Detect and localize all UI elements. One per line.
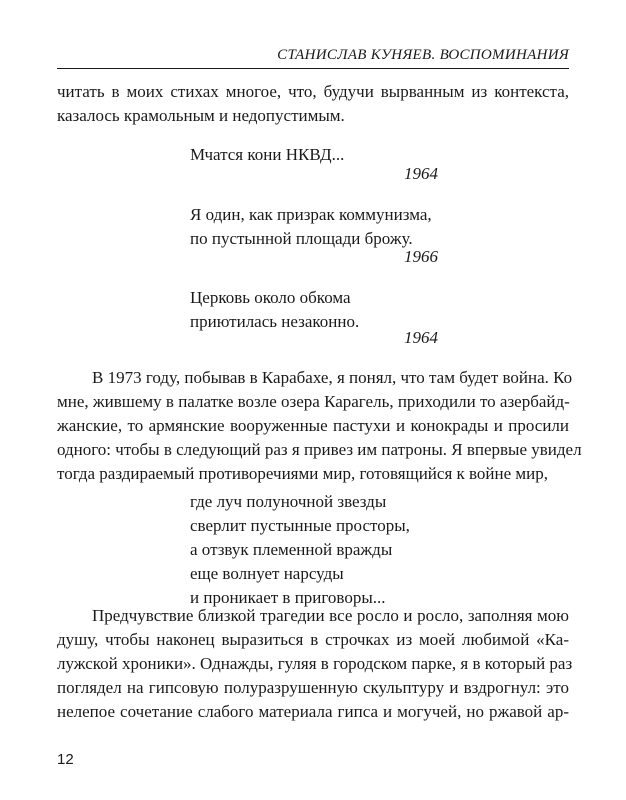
page-number: 12 <box>57 751 74 768</box>
paragraph-2 <box>57 366 582 486</box>
text-line: одного: чтобы в следующий раз я привез им патроны. Я впервые увидел <box>57 440 582 459</box>
text-line: мне, жившему в палатке возле озера Карагель, приходили то азербайд- <box>57 392 570 411</box>
text-line: душу, чтобы наконец выразиться в строчках из моей любимой «Ка- <box>57 630 569 649</box>
verse-line: а отзвук племенной вражды <box>190 540 393 559</box>
paragraph-1 <box>57 80 569 128</box>
header-rule <box>57 68 569 69</box>
text-line: поглядел на гипсовую полуразрушенную скульптуру и вздрогнул: это <box>57 678 569 697</box>
poem-quote-4 <box>190 490 440 610</box>
text-line: В 1973 году, побывав в Карабахе, я понял, что там будет война. Ко <box>92 368 573 387</box>
text-line: лужской хроники». Однажды, гуляя в городском парке, я в который раз <box>57 654 573 673</box>
verse-line: приютилась незаконно. <box>190 312 360 331</box>
verse-line: еще волнует нарсуды <box>190 564 344 583</box>
verse-line: по пустынной площади брожу. <box>190 229 413 248</box>
poem-year-2: 1966 <box>404 247 438 266</box>
running-header: СТАНИСЛАВ КУНЯЕВ. ВОСПОМИНАНИЯ <box>277 47 569 63</box>
verse-line: Я один, как призрак коммунизма, <box>190 205 432 224</box>
verse-line: Мчатся кони НКВД... <box>190 145 345 164</box>
poem-quote-1 <box>190 143 440 167</box>
text-line: жанские, то армянские вооруженные пастухи и конокрады и просили <box>57 416 569 435</box>
paragraph-3 <box>57 604 573 724</box>
text-line: тогда раздираемый противоречиями мир, готовящийся к войне мир, <box>57 464 549 483</box>
text-line: Предчувствие близкой трагедии все росло и росло, заполняя мою <box>92 606 569 625</box>
verse-line: Церковь около обкома <box>190 288 351 307</box>
poem-quote-3 <box>190 286 440 334</box>
poem-year-1: 1964 <box>404 164 438 183</box>
verse-line: и проникает в приговоры... <box>190 588 386 607</box>
verse-line: сверлит пустынные просторы, <box>190 516 410 535</box>
poem-quote-2 <box>190 203 440 251</box>
poem-year-3: 1964 <box>404 328 438 347</box>
text-line: казалось крамольным и недопустимым. <box>57 106 345 125</box>
verse-line: где луч полуночной звезды <box>190 492 387 511</box>
text-line: читать в моих стихах многое, что, будучи вырванным из контекста, <box>57 82 569 101</box>
text-line: нелепое сочетание слабого материала гипса и могучей, но ржавой ар- <box>57 702 569 721</box>
